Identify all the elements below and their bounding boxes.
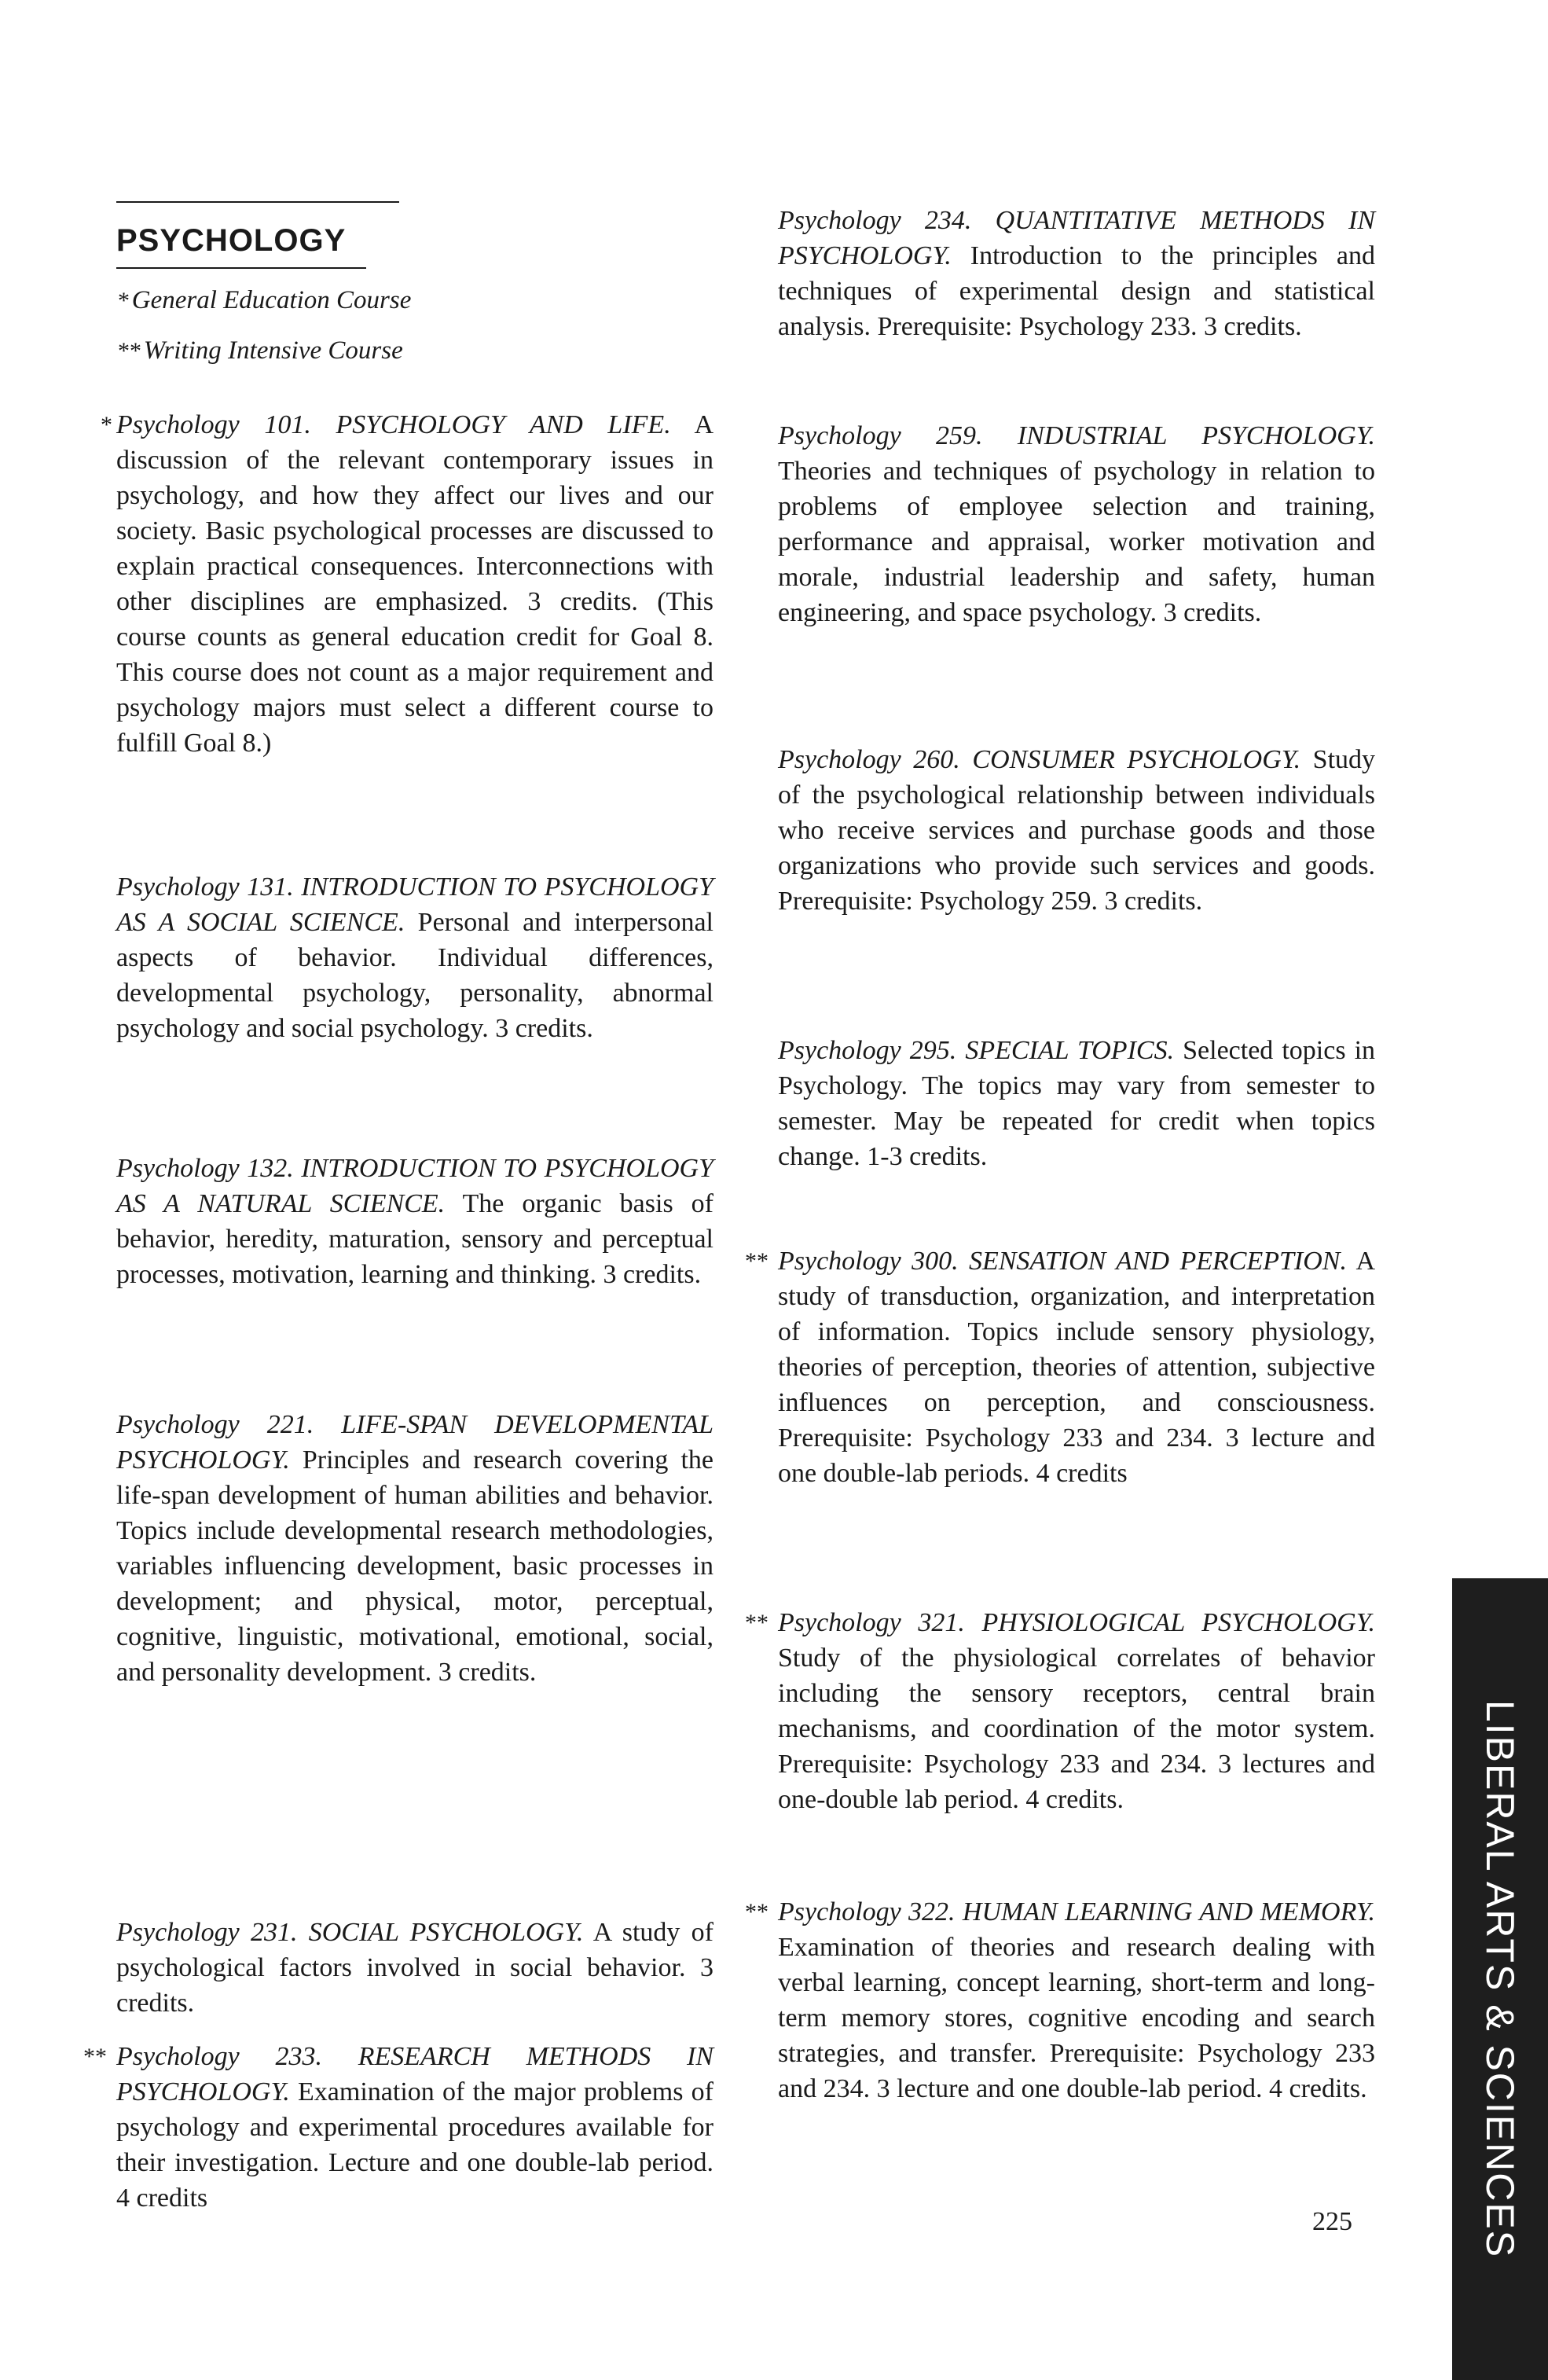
course-title: INTRODUCTION TO PSYCHOLOGY AS A NATURAL SCIENCE. — [116, 1154, 713, 1218]
course-number: Psychology 322. — [778, 1897, 956, 1926]
course-entry-psy-234 — [778, 203, 1375, 344]
course-number: Psychology 131. — [116, 872, 294, 902]
course-mark: ** — [745, 1899, 768, 1925]
course-description: Examination of the major problems of psychology and experimental procedures available for their investigation. Lecture and one double-lab period. 4 credits — [116, 2077, 714, 2213]
course-title: HUMAN LEARNING AND MEMORY. — [962, 1897, 1376, 1926]
course-description: Study of the psychological relationship between individuals who receive services and purchase goods and those organizations who provide such services and goods. Prerequisite: Psychology 259. 3 credits. — [778, 745, 1376, 916]
course-number: Psychology 132. — [116, 1154, 294, 1183]
section-heading: PSYCHOLOGY — [116, 223, 347, 258]
course-number: Psychology 300. — [778, 1247, 959, 1276]
course-title: CONSUMER PSYCHOLOGY. — [972, 745, 1301, 774]
heading-underline — [116, 267, 366, 269]
course-entry-psy-260 — [778, 742, 1375, 919]
course-title: SPECIAL TOPICS. — [965, 1036, 1175, 1065]
course-entry-psy-259 — [778, 418, 1375, 630]
course-number: Psychology 221. — [116, 1410, 314, 1439]
course-title: QUANTITATIVE METHODS IN PSYCHOLOGY. — [778, 206, 1376, 270]
course-entry-psy-132 — [116, 1151, 713, 1292]
course-entry-psy-233 — [83, 2039, 714, 2216]
course-number: Psychology 231. — [116, 1918, 298, 1947]
course-title: SENSATION AND PERCEPTION. — [968, 1247, 1347, 1276]
course-entry-psy-131 — [116, 869, 713, 1046]
course-number: Psychology 321. — [778, 1608, 965, 1637]
course-number: Psychology 260. — [778, 745, 960, 774]
course-entry-psy-295 — [778, 1033, 1375, 1174]
course-description: Principles and research covering the life-span development of human abilities and behavior. Topics include developmental research methodologies, variables influencing development, basic processes in development; and physical, motor, perceptual, cognitive, linguistic, motivational, emotional, social, and personality development. 3 credits. — [116, 1445, 714, 1687]
course-entry-psy-101 — [101, 407, 713, 761]
course-description: Selected topics in Psychology. The topics may vary from semester to semester. May be repeated for credit when topics change. 1-3 credits. — [778, 1036, 1376, 1171]
course-description: Personal and interpersonal aspects of behavior. Individual differences, developmental psychology, personality, abnormal psychology and social psychology. 3 credits. — [116, 908, 714, 1043]
course-mark: ** — [745, 1248, 768, 1274]
course-title: INDUSTRIAL PSYCHOLOGY. — [1017, 421, 1375, 450]
course-number: Psychology 295. — [778, 1036, 957, 1065]
course-number: Psychology 259. — [778, 421, 983, 450]
course-description: A study of transduction, organization, and interpretation of information. Topics include sensory physiology, theories of perception, theories of attention, subjective influences on perception, and consciousness. Prerequisite: Psychology 233 and 234. 3 lecture and one double-lab periods. 4 credits — [778, 1247, 1375, 1488]
course-title: INTRODUCTION TO PSYCHOLOGY AS A SOCIAL SCIENCE. — [116, 872, 713, 937]
legend-mark: ** — [118, 338, 141, 364]
course-description: A discussion of the relevant contemporary issues in psychology, and how they affect our lives and our society. Basic psychological processes are discussed to explain practical consequences. Interconnections with other disciplines are emphasized. 3 credits. (This course counts as general education credit for Goal 8. This course does not count as a major requirement and psychology majors must select a different course to fulfill Goal 8.) — [116, 410, 713, 758]
course-number: Psychology 234. — [778, 206, 972, 235]
legend-text: Writing Intensive Course — [143, 336, 403, 365]
legend-writing-intensive — [118, 336, 403, 365]
course-entry-psy-322 — [745, 1894, 1376, 2106]
course-description: Theories and techniques of psychology in relation to problems of employee selection and training, performance and appraisal, worker motivation and morale, industrial leadership and safety, human engineering, and space psychology. 3 credits. — [778, 457, 1375, 627]
course-mark: ** — [83, 2044, 107, 2070]
page-number: 225 — [1312, 2207, 1352, 2236]
course-title: PSYCHOLOGY AND LIFE. — [336, 410, 671, 439]
course-entry-psy-221 — [116, 1407, 713, 1690]
course-entry-psy-300 — [745, 1243, 1375, 1491]
course-number: Psychology 233. — [116, 2042, 322, 2071]
course-title: PHYSIOLOGICAL PSYCHOLOGY. — [981, 1608, 1375, 1637]
course-description: Examination of theories and research dealing with verbal learning, concept learning, short-term and long-term memory stores, cognitive encoding and search strategies, and transfer. Prerequisite: Psychology 233 and 234. 3 lecture and one double-lab period. 4 credits. — [778, 1933, 1375, 2103]
course-title: LIFE-SPAN DEVELOPMENTAL PSYCHOLOGY. — [116, 1410, 714, 1475]
course-number: Psychology 101. — [116, 410, 311, 439]
side-tab-label: LIBERAL ARTS & SCIENCES — [1478, 1699, 1522, 2259]
legend-text: General Education Course — [131, 286, 412, 314]
heading-top-rule — [116, 201, 399, 203]
course-title: SOCIAL PSYCHOLOGY. — [308, 1918, 584, 1947]
course-description: A study of psychological factors involved in social behavior. 3 credits. — [116, 1918, 714, 2018]
course-entry-psy-321 — [745, 1605, 1375, 1817]
legend-mark: * — [118, 288, 130, 314]
course-description: The organic basis of behavior, heredity, maturation, sensory and perceptual processes, motivation, learning and thinking. 3 credits. — [116, 1189, 713, 1289]
course-mark: ** — [745, 1610, 768, 1636]
course-description: Introduction to the principles and techniques of experimental design and statistical analysis. Prerequisite: Psychology 233. 3 credits. — [778, 241, 1375, 341]
course-entry-psy-231 — [116, 1915, 713, 2021]
course-description: Study of the physiological correlates of behavior including the sensory receptors, central brain mechanisms, and coordination of the motor system. Prerequisite: Psychology 233 and 234. 3 lectures and one-double lab period. 4 credits. — [778, 1644, 1375, 1814]
legend-general-education — [118, 286, 411, 315]
course-mark: * — [101, 412, 112, 438]
course-title: RESEARCH METHODS IN PSYCHOLOGY. — [116, 2042, 714, 2106]
